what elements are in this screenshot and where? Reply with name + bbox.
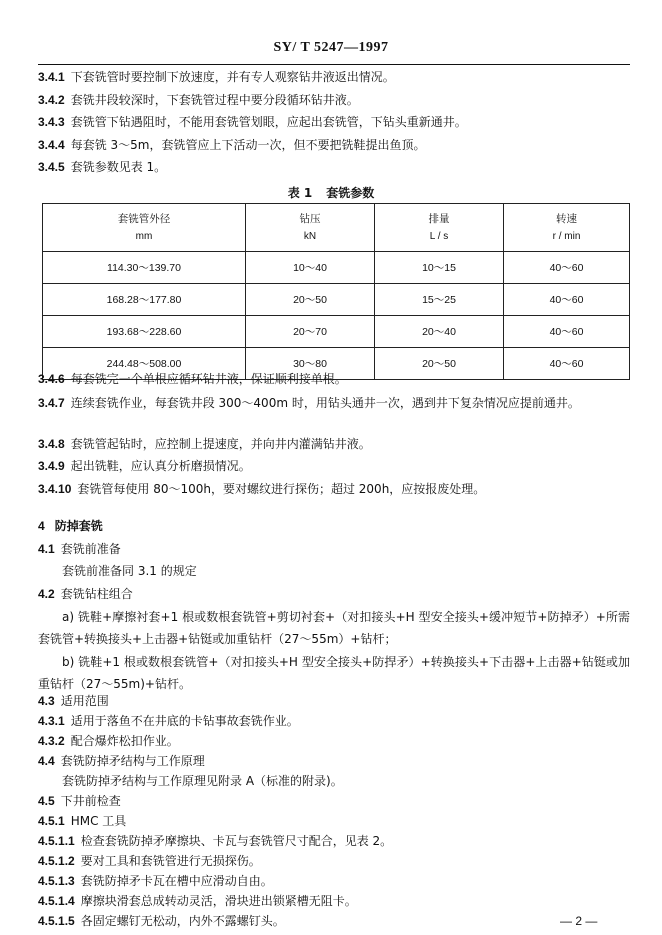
clause-3-4-4: [38, 138, 630, 153]
header-unit: kN: [303, 230, 317, 242]
clause-4-2: [38, 587, 630, 602]
section-4-heading: [38, 519, 630, 534]
clause-number: 3.4.4: [38, 138, 65, 152]
header-unit: mm: [135, 230, 153, 242]
clause-number: 3.4.9: [38, 459, 65, 473]
clause-text: 下套铣管时要控制下放速度，并有专人观察钻井液返出情况。: [70, 70, 395, 84]
clause-4-2-item-b: b) 铣鞋+1 根或数根套铣管+（对扣接头+H 型安全接头+防捍矛）+转换接头+下击器+上击器+钻铤或加重钻杆（27～55m)+钻杆。: [38, 655, 630, 691]
clause-4-3-2: [38, 734, 630, 749]
clause-3-4-8: [38, 437, 630, 452]
clause-number: 4.5.1.1: [38, 834, 75, 848]
clause-text: 套铣管每使用 80～100h，要对螺纹进行探伤；超过 200h，应按报废处理。: [77, 482, 486, 496]
page-number: — 2 —: [560, 914, 598, 928]
clause-number: 3.4.1: [38, 70, 65, 84]
clause-4-2-item-a: a) 铣鞋+摩擦衬套+1 根或数根套铣管+剪切衬套+（对扣接头+H 型安全接头+缓冲短节+防掉矛）+所需套铣管+转换接头+上击器+钻铤或加重钻杆（27～55m）+钻杆；: [38, 610, 630, 646]
table-cell: 114.30～139.70: [43, 252, 246, 284]
clause-number: 4.5.1: [38, 814, 65, 828]
clause-4-5-1-1: [38, 834, 630, 849]
clause-text: 起出铣鞋，应认真分析磨损情况。: [70, 459, 251, 473]
clause-text: 适用于落鱼不在井底的卡钻事故套铣作业。: [70, 714, 299, 728]
table-cell: 20～50: [375, 348, 504, 380]
clause-number: 4.2: [38, 587, 55, 601]
clause-text: 套铣井段较深时，下套铣管过程中要分段循环钻井液。: [70, 93, 359, 107]
clause-text: 每套铣完一个单根应循环钻井液，保证顺利接单根。: [70, 372, 347, 386]
table-cell: 20～70: [246, 316, 375, 348]
document-header: SY/ T 5247—1997: [273, 40, 389, 55]
clause-number: 3.4.5: [38, 160, 65, 174]
clause-number: 4.5.1.3: [38, 874, 75, 888]
clause-4-5-1-2: [38, 854, 630, 869]
clause-number: 3.4.7: [38, 396, 65, 410]
clause-4-3: [38, 694, 630, 709]
clause-4-1-body: 套铣前准备同 3.1 的规定: [62, 564, 197, 578]
clause-4-1: [38, 542, 630, 557]
clause-title: 套铣钻柱组合: [60, 587, 133, 601]
section-number: 4: [38, 519, 45, 533]
clause-3-4-2: [38, 93, 630, 108]
table-cell: 10～15: [375, 252, 504, 284]
clause-number: 4.3.2: [38, 734, 65, 748]
clause-number: 4.5: [38, 794, 55, 808]
clause-4-5-1-5: [38, 914, 630, 929]
table-row: [43, 284, 630, 316]
clause-4-4: [38, 754, 630, 769]
clause-number: 4.5.1.4: [38, 894, 75, 908]
table-cell: 10～40: [246, 252, 375, 284]
clause-number: 4.1: [38, 542, 55, 556]
header-name: 转速: [556, 212, 577, 225]
clause-number: 4.3.1: [38, 714, 65, 728]
clause-3-4-1: [38, 70, 630, 85]
table-row: [43, 316, 630, 348]
header-rule: [38, 64, 630, 65]
clause-title: 适用范围: [60, 694, 109, 708]
clause-text: 连续套铣作业，每套铣井段 300～400m 时，用钻头通井一次，遇到井下复杂情况应提前通井。: [70, 396, 580, 410]
clause-4-5: [38, 794, 630, 809]
clause-text: 套铣参数见表 1。: [70, 160, 167, 174]
table-cell: 40～60: [504, 284, 630, 316]
clause-number: 3.4.2: [38, 93, 65, 107]
clause-4-5-1-3: [38, 874, 630, 889]
header-unit: r / min: [552, 230, 581, 242]
table-caption: [0, 184, 662, 201]
clause-number: 4.4: [38, 754, 55, 768]
table-cell: 40～60: [504, 252, 630, 284]
table-cell: 244.48～508.00: [43, 348, 246, 380]
clause-title: HMC 工具: [70, 814, 127, 828]
clause-3-4-9: [38, 459, 630, 474]
header-name: 钻压: [299, 212, 321, 225]
table-cell: 20～40: [375, 316, 504, 348]
clause-4-5-1: [38, 814, 630, 829]
clause-number: 4.3: [38, 694, 55, 708]
clause-number: 3.4.8: [38, 437, 65, 451]
clause-3-4-5: [38, 160, 630, 175]
clause-text: 套铣管起钻时，应控制上提速度，并向井内灌满钻井液。: [70, 437, 371, 451]
clause-title: 套铣防掉矛结构与工作原理: [60, 754, 205, 768]
clause-text: 摩擦块滑套总成转动灵活，滑块进出锁紧槽无阻卡。: [80, 894, 357, 908]
clause-number: 3.4.3: [38, 115, 65, 129]
clause-3-4-3: [38, 115, 630, 130]
table-row: [43, 252, 630, 284]
clause-title: 套铣前准备: [60, 542, 121, 556]
header-name: 排量: [428, 212, 450, 225]
table-header-row: [43, 204, 630, 252]
table-number: 表 1: [287, 186, 313, 200]
table-cell: 40～60: [504, 316, 630, 348]
clause-text: 套铣管下钻遇阻时，不能用套铣管划眼，应起出套铣管，下钻头重新通井。: [70, 115, 467, 129]
clause-3-4-6: [38, 372, 630, 387]
clause-4-4-body: 套铣防掉矛结构与工作原理见附录 A（标准的附录)。: [62, 774, 343, 788]
table-cell: 15～25: [375, 284, 504, 316]
header-cell: [246, 204, 375, 252]
clause-text: 各固定螺钉无松动，内外不露螺钉头。: [80, 914, 285, 928]
header-cell: [43, 204, 246, 252]
table-cell: 168.28～177.80: [43, 284, 246, 316]
clause-text: 检查套铣防掉矛摩擦块、卡瓦与套铣管尺寸配合，见表 2。: [80, 834, 393, 848]
table-cell: 40～60: [504, 348, 630, 380]
clause-title: 下井前检查: [60, 794, 121, 808]
clause-number: 3.4.10: [38, 482, 72, 496]
section-title: 防掉套铣: [54, 519, 103, 533]
clause-3-4-7: [38, 393, 630, 414]
clause-4-5-1-4: [38, 894, 630, 909]
table-cell: 193.68～228.60: [43, 316, 246, 348]
header-cell: [375, 204, 504, 252]
clause-text: 套铣防掉矛卡瓦在槽中应滑动自由。: [80, 874, 273, 888]
milling-parameters-table: [42, 203, 630, 380]
clause-3-4-10: [38, 482, 630, 497]
clause-number: 4.5.1.5: [38, 914, 75, 928]
table-cell: 20～50: [246, 284, 375, 316]
table-title: 套铣参数: [326, 186, 375, 200]
clause-text: 要对工具和套铣管进行无损探伤。: [80, 854, 261, 868]
clause-4-3-1: [38, 714, 630, 729]
table-cell: 30～80: [246, 348, 375, 380]
clause-text: 配合爆炸松扣作业。: [70, 734, 179, 748]
header-unit: L / s: [429, 230, 449, 242]
header-name: 套铣管外径: [117, 212, 171, 225]
clause-number: 3.4.6: [38, 372, 65, 386]
header-cell: [504, 204, 630, 252]
clause-number: 4.5.1.2: [38, 854, 75, 868]
clause-text: 每套铣 3～5m，套铣管应上下活动一次，但不要把铣鞋提出鱼顶。: [70, 138, 426, 152]
